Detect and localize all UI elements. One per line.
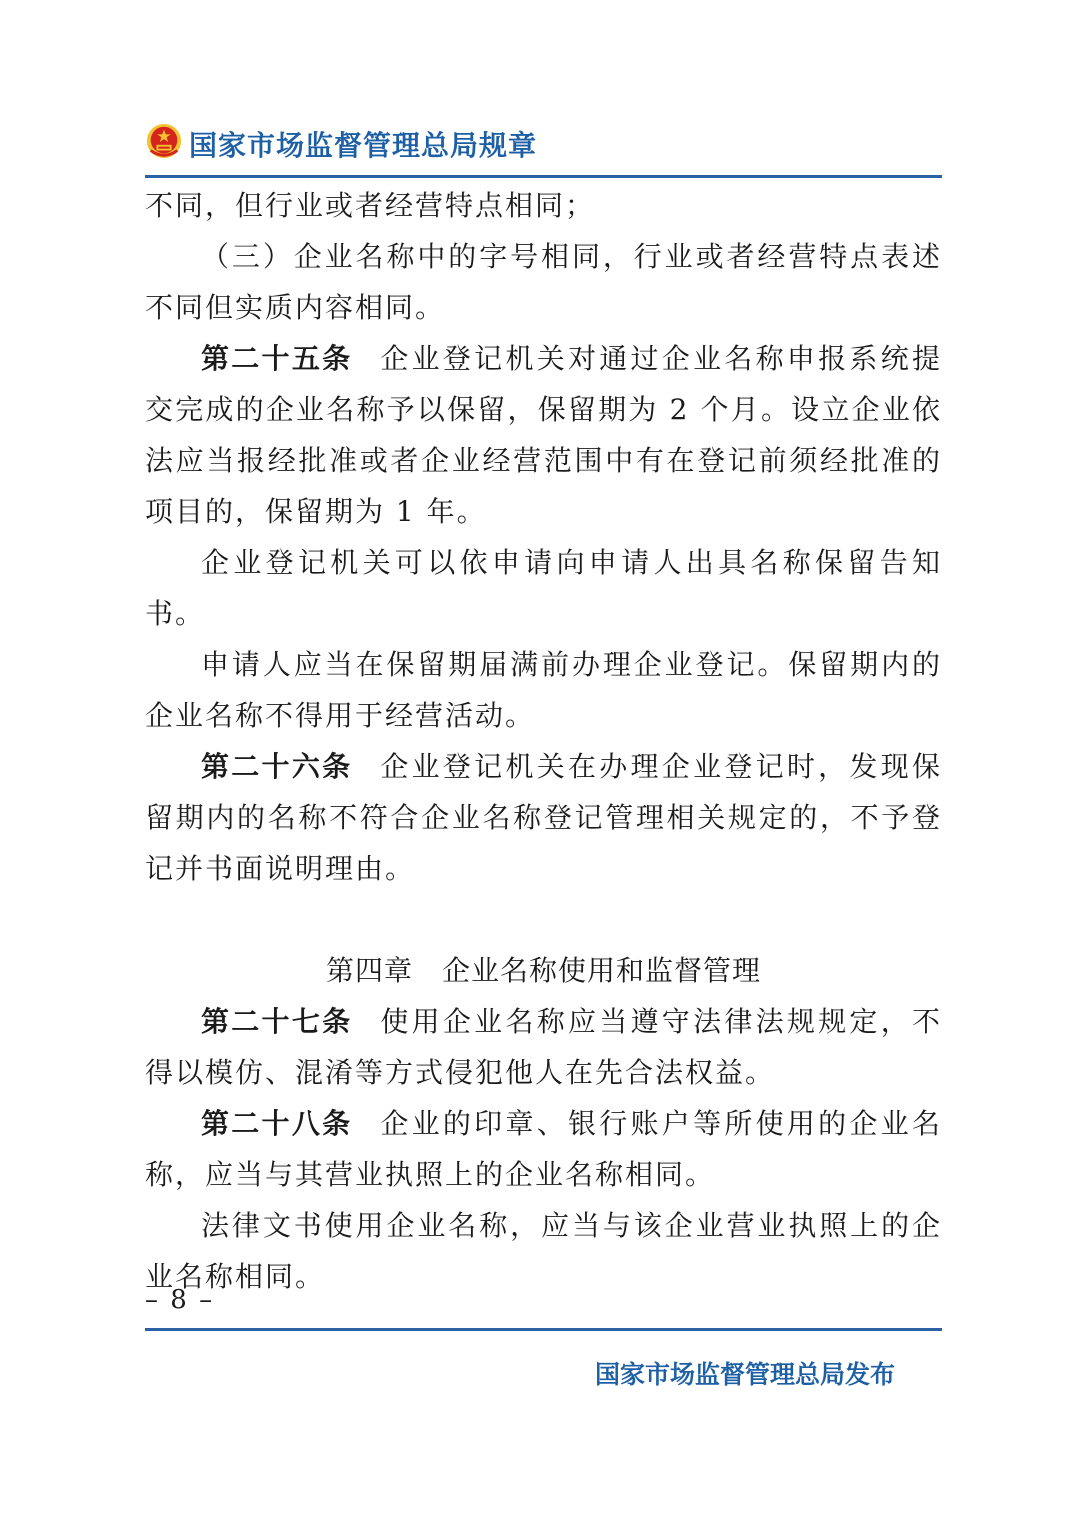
- article-text: 企业的印章、银行账户等所使用的企业名称，应当与其营业执照上的企业名称相同。: [145, 1107, 942, 1191]
- footer-publisher: 国家市场监督管理总局发布: [595, 1360, 896, 1389]
- paragraph: 申请人应当在保留期届满前办理企业登记。保留期内的企业名称不得用于经营活动。: [145, 648, 942, 732]
- header-title: 国家市场监督管理总局规章: [189, 129, 538, 162]
- chapter-heading: 第四章 企业名称使用和监督管理: [325, 954, 761, 987]
- article-text: 企业登记机关对通过企业名称申报系统提交完成的企业名称予以保留，保留期为 2 个月。设立企业依法应当报经批准或者企业经营范围中有在登记前须经批准的项目的，保留期为 1 年。: [145, 342, 942, 528]
- article-label: 第二十七条: [201, 1005, 353, 1038]
- paragraph: 法律文书使用企业名称，应当与该企业营业执照上的企业名称相同。: [145, 1209, 942, 1293]
- article-25: [145, 333, 942, 537]
- header-divider: [145, 175, 942, 178]
- document-body: [145, 180, 942, 1302]
- paragraph: 企业登记机关可以依申请向申请人出具名称保留告知书。: [145, 546, 942, 630]
- article-label: 第二十八条: [201, 1107, 353, 1140]
- paragraph: 不同，但行业或者经营特点相同；: [145, 189, 596, 222]
- article-26: [145, 741, 942, 894]
- article-text: 使用企业名称应当遵守法律法规规定，不得以模仿、混淆等方式侵犯他人在先合法权益。: [145, 1005, 942, 1089]
- article-27: [145, 996, 942, 1098]
- page-number: – 8 –: [145, 1285, 215, 1315]
- paragraph: （三）企业名称中的字号相同，行业或者经营特点表述不同但实质内容相同。: [145, 240, 942, 324]
- national-emblem-icon: [145, 122, 183, 160]
- footer-divider: [145, 1328, 942, 1331]
- page-header: [145, 118, 945, 168]
- article-28: [145, 1098, 942, 1200]
- article-label: 第二十五条: [201, 342, 353, 375]
- article-label: 第二十六条: [201, 750, 353, 783]
- article-text: 企业登记机关在办理企业登记时，发现保留期内的名称不符合企业名称登记管理相关规定的，不予登记并书面说明理由。: [145, 750, 942, 885]
